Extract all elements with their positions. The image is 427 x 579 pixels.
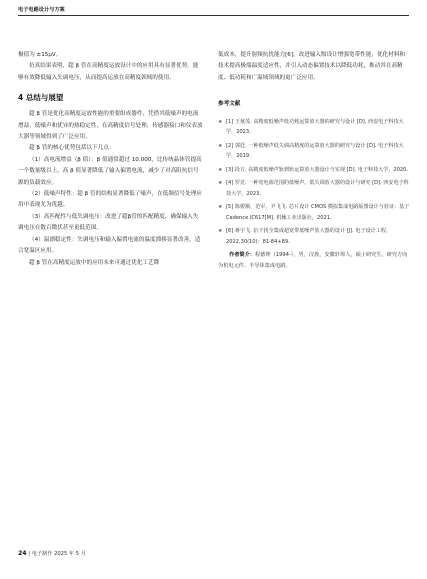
paragraph-advantage-3: （3）高匹配性与低失调电压：改进了超β管的匹配精度，确保输入失调电压在数百微伏甚至更低范围。 bbox=[18, 213, 199, 232]
references-list bbox=[218, 117, 410, 248]
author-bio-text: 程德坤（1994-），男，汉族，安徽轩埠人，硕士研究生，研究方向为机电元件、半导体集成电路。 bbox=[218, 252, 408, 269]
author-bio-label: 作者简介： bbox=[229, 252, 255, 259]
reference-item: ★ [6] 蒋宇飞. 抗干扰全集成超宽带低噪声放大器的设计 [J]. 电子设计工程，2022,30(10)：81-84+89. bbox=[218, 228, 392, 245]
paragraph-advantage-4: （4）温漂稳定性：失调电压和输入偏置电流的温度漂移显著改善，适合宽温区应用。 bbox=[18, 236, 201, 255]
reference-item: ★ [3] 段方. 高精度低噪声轨到轨运算放大器设计与实现 [D]. 电子科技大学，2020. bbox=[218, 165, 410, 176]
right-column bbox=[218, 50, 410, 272]
header-rule bbox=[18, 15, 409, 16]
references-title: 参考文献 bbox=[218, 101, 241, 108]
journal-header-title: 电子电路设计与方案 bbox=[18, 7, 65, 13]
bullet-star-icon: ★ bbox=[218, 228, 223, 235]
reference-item: ★ [5] 陈骏顺，范军，尹飞飞. 芯片设计 CMOS 模拟集成电路版图设计与验证：基于 Cadence IC617[M]. 机械工业出版社，2021. bbox=[218, 204, 410, 221]
bullet-star-icon: ★ bbox=[218, 166, 223, 173]
page-header bbox=[18, 4, 409, 18]
paragraph-outlook-continued: 低成本，提升射频抗扰能力[6]，改进输入级设计增强宽带性能，优化材料和技术提高极端温度适应性，并引入动态偏置技术以降低功耗，推动其在高精度、低功耗和广温域领域的更广泛应用。 bbox=[218, 52, 405, 81]
footer-separator: | bbox=[28, 551, 32, 557]
reference-item: ★ [4] 罗竞. 一种宽电源范围的低噪声、低失调放大器的设计与研究 [D]. 西安电子科技大学，2023. bbox=[218, 180, 409, 197]
paragraph-summary-1: 超 β 管是优化高精度运放性能的重要组成器件，凭借其低噪声的电流增益、低噪声和优异的热稳定性，在高精度信号处理、传感器接口和仪表放大器等领域得到了广泛应用。 bbox=[18, 111, 203, 141]
paragraph-outlook: 超 β 管在高精度运放中的应用未来可通过优化工艺降 bbox=[29, 259, 160, 266]
paragraph-simulation-result: 仿真结果表明，超 β 管在高精度运放设计中的应用具有显著优势，能够有效降低输入失调电压，从而提高运放在高精度领域的使用。 bbox=[18, 63, 199, 81]
paragraph-advantage-1: （1）高电流增益（β 值）：β 值通常超过 10,000，比传统晶体管提高一个数量级以上，高 β 值显著降低了输入偏置电流，减少了对高阻抗信号源的负载效应。 bbox=[18, 156, 202, 186]
page-number: 24 bbox=[18, 550, 27, 557]
bullet-star-icon: ★ bbox=[218, 204, 223, 211]
paragraph-advantage-2: （2）低噪声特性：超 β 管的结构显著降低了噪声，在低频信号处理应用中表现尤为优越。 bbox=[18, 191, 202, 209]
paragraph-intro-end: 极值为 ±15μV。 bbox=[18, 52, 62, 58]
paragraph-summary-2: 超 β 管的核心优势包括以下几点： bbox=[29, 145, 115, 152]
author-bio bbox=[218, 250, 410, 272]
left-column bbox=[18, 50, 203, 269]
bullet-star-icon: ★ bbox=[218, 118, 223, 125]
bullet-star-icon: ★ bbox=[218, 142, 223, 149]
reference-item: ★ [2] 郭廷. 一种低噪声低失调高精度的运算放大器的研究与设计 [D]. 电子科技大学，2019. bbox=[218, 142, 404, 160]
reference-item: ★ [1] 王童茂. 高精度低噪声低功耗运算放大器的研究与设计 [D]. 西安电子科技大学，2023. bbox=[218, 118, 404, 136]
bullet-star-icon: ★ bbox=[218, 180, 223, 187]
section-title: 4 总结与展望 bbox=[18, 93, 64, 103]
journal-issue: 电子制作 2025 年 5 月 bbox=[31, 551, 86, 557]
page-footer bbox=[18, 550, 86, 557]
